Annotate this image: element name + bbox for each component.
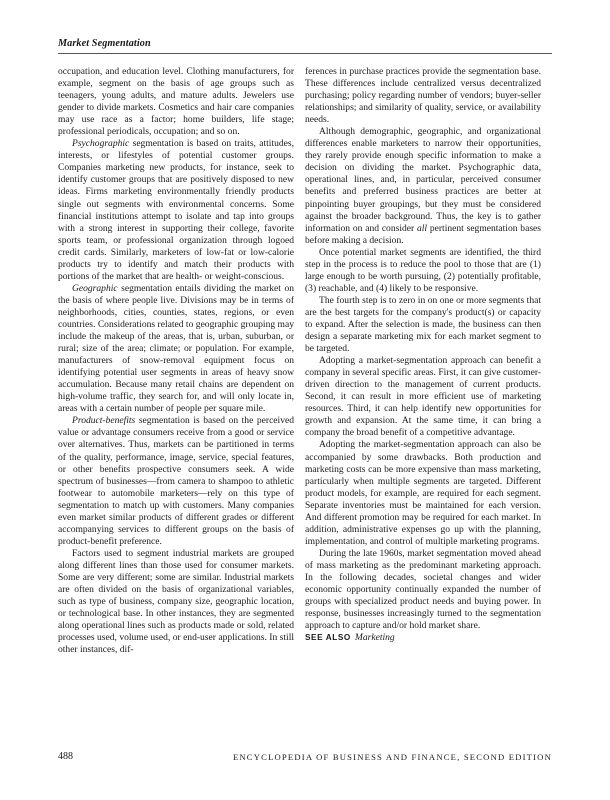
paragraph: ferences in purchase practices provide the segmentation base. These differences include centralized versus decentralized purchasing; policy regarding number of vendors; buyer-seller relationships; and similarity of quality, service, or availability needs.	[305, 66, 541, 126]
paragraph-text: Although demographic, geographic, and organizational differences enable marketers to narrow their opportunities, they rarely provide enough specific information to make a decision on dividing the market. Psychographic data, operational lines, and, in particular, perceived consumer benefits and preferred business practices are better at pinpointing buyer groupings, but they must be considered against the broader background. Thus, the key is to gather information on and consider	[305, 126, 541, 234]
see-also-link[interactable]: Marketing	[354, 632, 395, 644]
paragraph	[305, 126, 541, 246]
see-also-label: SEE ALSO	[305, 633, 351, 643]
book-title: ENCYCLOPEDIA OF BUSINESS AND FINANCE, SECOND EDITION	[232, 752, 552, 762]
right-column	[305, 66, 541, 644]
paragraph-text: segmentation is based on the perceived value or advantage consumers receive from a good or service over alternatives. Thus, markets can be partitioned in terms of the quality, performance, image, service, special features, or other benefits prospective consumers seek. A wide spectrum of businesses—from camera to shampoo to athletic footwear to automobile marketers—rely on this type of segmentation to match up with customers. Many companies even market similar products of different grades or different accompanying services to different groups on the basis of product-benefit preference.	[58, 415, 294, 547]
left-column	[58, 66, 294, 656]
see-also	[305, 632, 541, 644]
term-psychographic: Psychographic	[72, 138, 130, 150]
header-rule	[58, 53, 552, 54]
paragraph: During the late 1960s, market segmentation moved ahead of mass marketing as the predominant marketing approach. In the following decades, societal changes and wider economic opportunity continually expanded the number of groups with specialized product needs and buying power. In response, businesses increasingly turned to the segmentation approach to capture and/or hold market share.	[305, 547, 541, 632]
running-head: Market Segmentation	[58, 38, 151, 49]
paragraph-geographic	[58, 283, 294, 416]
paragraph-product-benefits	[58, 415, 294, 548]
paragraph-psychographic	[58, 138, 294, 283]
paragraph: Once potential market segments are identified, the third step in the process is to reduce the pool to those that are (1) large enough to be worth pursuing, (2) potentially profitable, (3) reachable, and (4) likely to be responsive.	[305, 246, 541, 294]
paragraph: Factors used to segment industrial markets are grouped along different lines than those used for consumer markets. Some are very different; some are similar. Industrial markets are often divided on the basis of organizational variables, such as type of business, company size, geographic location, or technological base. In other instances, they are segmented along operational lines such as products made or sold, related processes used, volume used, or end-user applications. In still other instances, dif-	[58, 547, 294, 656]
term-geographic: Geographic	[72, 282, 118, 294]
term-product-benefits: Product-benefits	[72, 415, 136, 427]
emphasis: all	[416, 222, 428, 234]
paragraph: Adopting the market-segmentation approach can also be accompanied by some drawbacks. Both production and marketing costs can be more expensive than mass marketing, particularly when multiple segments are targeted. Different product models, for example, are required for each segment. Separate inventories must be maintained for each version. And different promotion may be required for each market. In addition, administrative expenses go up with the planning, implementation, and control of multiple marketing programs.	[305, 439, 541, 547]
paragraph-text: segmentation entails dividing the market on the basis of where people live. Divisions may be in terms of neighborhoods, cities, counties, states, regions, or even countries. Considerations related to geographic grouping may include the makeup of the areas, that is, urban, suburban, or rural; size of the area; climate; or population. For example, manufacturers of snow-removal equipment focus on identifying potential user segments in areas of heavy snow accumulation. Because many retail chains are dependent on high-volume traffic, they search for, and will only locate in, areas with a certain number of people per square mile.	[58, 282, 294, 415]
paragraph-text: pertinent segmentation bases before making a decision.	[305, 222, 541, 246]
paragraph: Adopting a market-segmentation approach can benefit a company in several specific areas. First, it can give customer-driven direction to the management of current products. Second, it can result in more efficient use of marketing resources. Third, it can help identify new opportunities for growth and expansion. At the same time, it can bring a company the broad benefit of a competitive advantage.	[305, 355, 541, 439]
paragraph: The fourth step is to zero in on one or more segments that are the best targets for the company's product(s) or capacity to expand. After the selection is made, the business can then design a separate marketing mix for each market segment to be targeted.	[305, 294, 541, 355]
paragraph-text: segmentation is based on traits, attitudes, interests, or lifestyles of potential customer groups. Companies marketing new products, for instance, seek to identify customer groups that are positively disposed to new ideas. Firms marketing environmentally friendly products single out segments with environmental concerns. Some financial institutions attempt to isolate and tap into groups with a strong interest in supporting their college, favorite sports team, or professional organization through logoed credit cards. Similarly, marketers of low-fat or low-calorie products try to identify and match their products with portions of the market that are health- or weight-conscious.	[58, 138, 294, 282]
paragraph: occupation, and education level. Clothing manufacturers, for example, segment on the basis of age groups such as teenagers, young adults, and mature adults. Jewelers use gender to divide markets. Cosmetics and hair care companies may use race as a factor; home builders, life stage; professional periodicals, occupation; and so on.	[58, 66, 294, 138]
page-number: 488	[58, 751, 73, 762]
